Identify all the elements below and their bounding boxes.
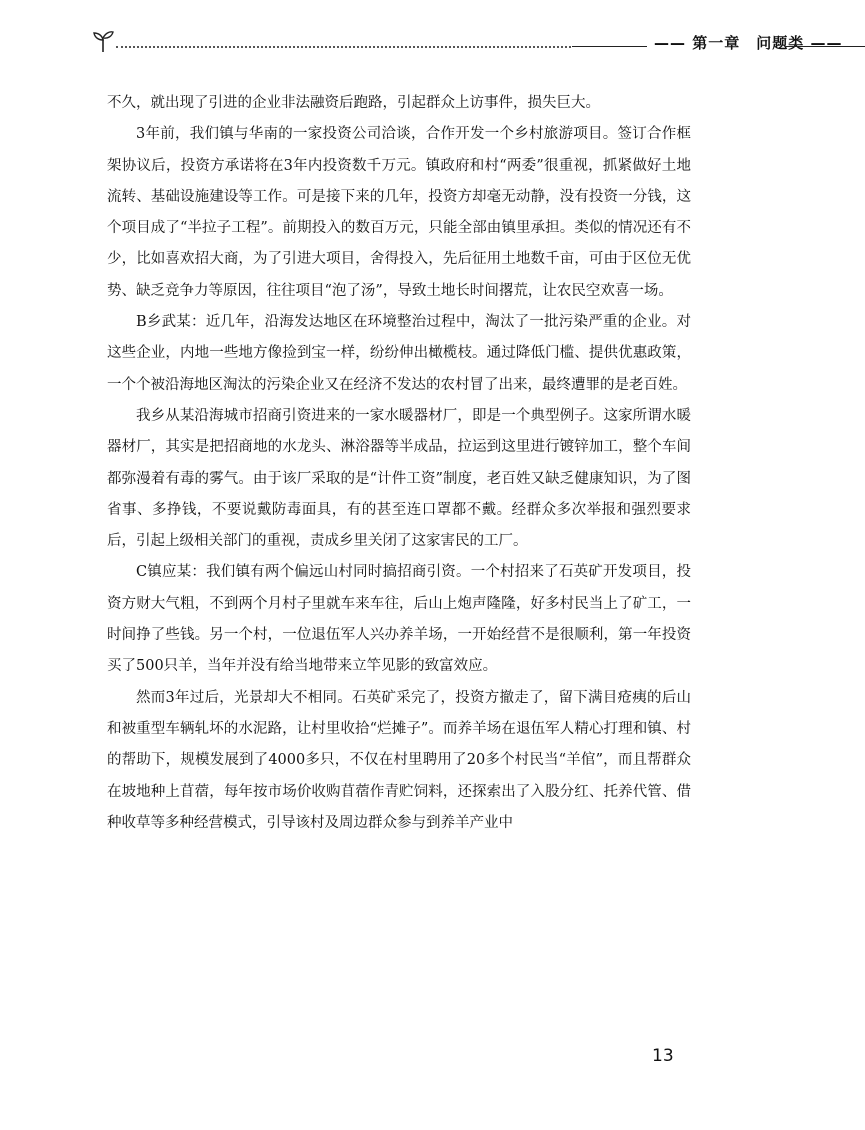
running-header	[90, 28, 843, 60]
paragraph: 我乡从某沿海城市招商引资进来的一家水暖器材厂，即是一个典型例子。这家所谓水暖器材厂，其实是把招商地的水龙头、淋浴器等半成品，拉运到这里进行镀锌加工，整个车间都弥漫着有毒的雾气。由于该厂采取的是“计件工资”制度，老百姓又缺乏健康知识，为了图省事、多挣钱，不要说戴防毒面具，有的甚至连口罩都不戴。经群众多次举报和强烈要求后，引起上级相关部门的重视，责成乡里关闭了这家害民的工厂。	[107, 407, 691, 550]
header-rule-left	[572, 46, 647, 47]
paragraph: B乡武某：近几年，沿海发达地区在环境整治过程中，淘汰了一批污染严重的企业。对这些企业，内地一些地方像捡到宝一样，纷纷伸出橄榄枝。通过降低门槛、提供优惠政策，一个个被沿海地区淘汰的污染企业又在经济不发达的农村冒了出来，最终遭罪的是老百姓。	[107, 314, 691, 393]
header-rule-right	[785, 46, 865, 47]
header-dotted-rule	[116, 46, 571, 48]
paragraph: 不久，就出现了引进的企业非法融资后跑路，引起群众上访事件，损失巨大。	[107, 95, 600, 111]
paragraph: 3年前，我们镇与华南的一家投资公司洽谈，合作开发一个乡村旅游项目。签订合作框架协议后，投资方承诺将在3年内投资数千万元。镇政府和村“两委”很重视，抓紧做好土地流转、基础设施建设等工作。可是接下来的几年，投资方却毫无动静，没有投资一分钱，这个项目成了“半拉子工程”。前期投入的数百万元，只能全部由镇里承担。类似的情况还有不少，比如喜欢招大商，为了引进大项目，舍得投入，先后征用土地数千亩，可由于区位无优势、缺乏竞争力等原因，往往项目“泡了汤”，导致土地长时间撂荒，让农民空欢喜一场。	[107, 126, 691, 299]
chapter-title	[654, 32, 842, 53]
sprout-icon	[90, 28, 116, 54]
body-text	[107, 88, 691, 839]
paragraph: C镇应某：我们镇有两个偏远山村同时搞招商引资。一个村招来了石英矿开发项目，投资方财大气粗，不到两个月村子里就车来车往，后山上炮声隆隆，好多村民当上了矿工，一时间挣了些钱。另一个村，一位退伍军人兴办养羊场，一开始经营不是很顺利，第一年投资买了500只羊，当年并没有给当地带来立竿见影的致富效应。	[107, 564, 691, 675]
chapter-title-text: —— 第一章 问题类 ——	[654, 34, 843, 52]
paragraph: 然而3年过后，光景却大不相同。石英矿采完了，投资方撤走了，留下满目疮痍的后山和被重型车辆轧坏的水泥路，让村里收拾“烂摊子”。而养羊场在退伍军人精心打理和镇、村的帮助下，规模发展到了4000多只，不仅在村里聘用了20多个村民当“羊倌”，而且帮群众在坡地种上苜蓿，每年按市场价收购苜蓿作青贮饲料，还探索出了入股分红、托养代管、借种收草等多种经营模式，引导该村及周边群众参与到养羊产业中	[107, 689, 691, 831]
page-number: 13	[652, 1046, 674, 1066]
